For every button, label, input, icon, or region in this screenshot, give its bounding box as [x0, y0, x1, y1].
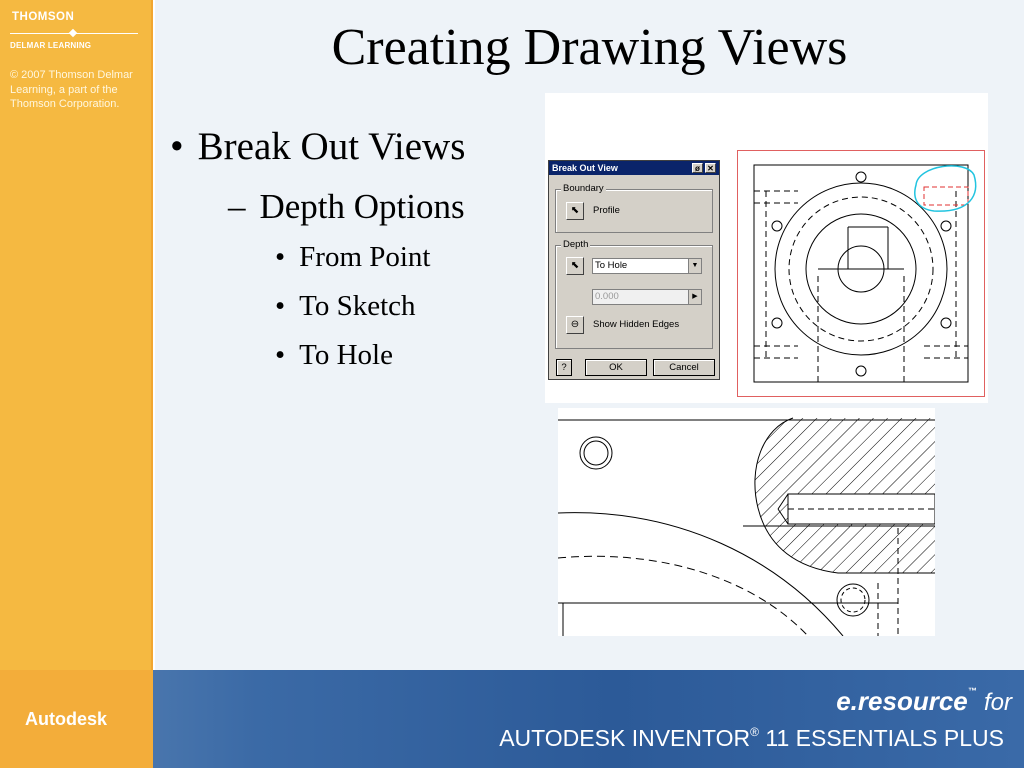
logo-diamond-icon: [69, 29, 77, 37]
close-icon[interactable]: ✕: [705, 163, 716, 173]
depth-dropdown[interactable]: To Hole ▼: [592, 258, 702, 274]
section-detail-figure: [558, 408, 935, 636]
copyright-text: © 2007 Thomson Delmar Learning, a part of the Thomson Corporation.: [10, 69, 133, 110]
distance-input[interactable]: 0.000 ▶: [592, 289, 702, 305]
pin-icon[interactable]: ø: [692, 163, 703, 173]
publisher-logo-top: THOMSON: [12, 11, 75, 23]
section-detail-sketch: [558, 408, 935, 636]
bullet-level3: • To Sketch: [275, 290, 416, 322]
dialog-titlebar: Break Out View ø ✕: [549, 161, 719, 175]
break-out-view-dialog: [548, 160, 720, 380]
depth-group: Depth ⬉ To Hole ▼ 0.000 ▶ ⊖ Show Hidden Edges: [555, 245, 713, 349]
chevron-right-icon: ▶: [688, 290, 701, 304]
eresource-logo: e.resource™ for: [836, 686, 1012, 716]
sidebar-band: [0, 0, 153, 670]
autodesk-logo: Autodesk: [25, 709, 108, 729]
publisher-logo-bottom: DELMAR LEARNING: [10, 41, 92, 50]
drawing-view-frame: [737, 150, 985, 397]
footer-brand-panel: [0, 670, 153, 768]
help-button[interactable]: ?: [556, 359, 572, 376]
show-hidden-edges-label: Show Hidden Edges: [593, 319, 680, 330]
show-hidden-edges-button[interactable]: ⊖: [566, 316, 584, 334]
boundary-group: Boundary ⬉ Profile: [555, 189, 713, 233]
cancel-button[interactable]: Cancel: [653, 359, 715, 376]
bullet-level3: • To Hole: [275, 339, 393, 371]
ok-button[interactable]: OK: [585, 359, 647, 376]
product-name: AUTODESK INVENTOR® 11 ESSENTIALS PLUS: [499, 725, 1004, 751]
bullet-level1: • Break Out Views: [170, 125, 466, 168]
footer-band: [0, 670, 1024, 768]
chevron-down-icon: ▼: [688, 259, 701, 273]
drawing-view-sketch: [738, 151, 984, 396]
depth-select-button[interactable]: ⬉: [566, 257, 584, 275]
profile-label: Profile: [593, 205, 620, 216]
bullet-level3: • From Point: [275, 241, 431, 273]
slide-title: Creating Drawing Views: [331, 19, 848, 76]
bullet-level2: – Depth Options: [228, 187, 465, 226]
profile-select-button[interactable]: ⬉: [566, 202, 584, 220]
